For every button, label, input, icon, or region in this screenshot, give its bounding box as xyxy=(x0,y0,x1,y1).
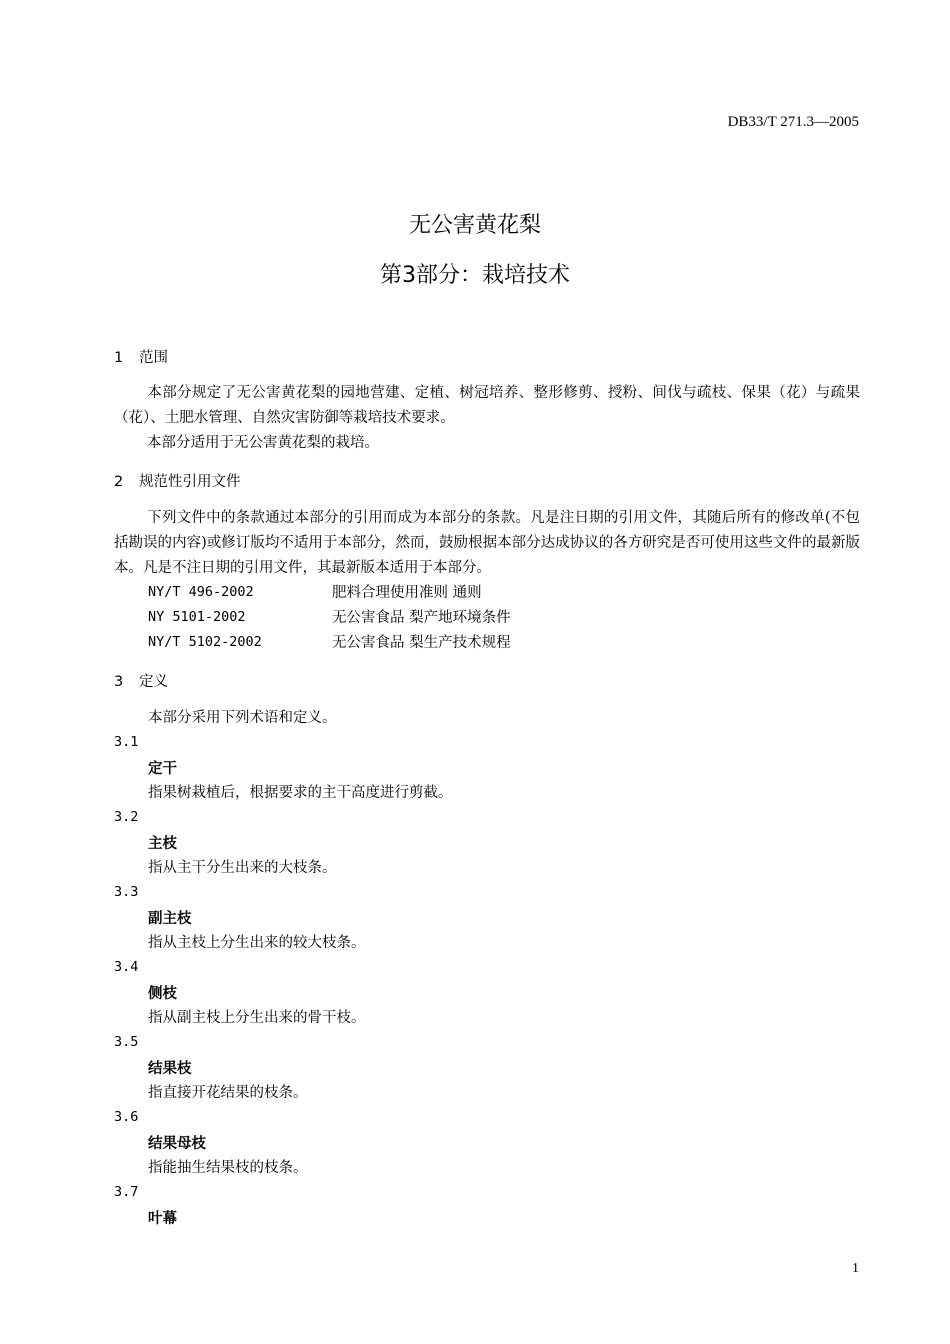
section-heading-3 xyxy=(114,670,168,691)
reference-code: NY/T 496-2002 xyxy=(148,584,254,600)
section-title: 规范性引用文件 xyxy=(139,474,241,490)
paragraph xyxy=(114,381,860,431)
section-heading-2 xyxy=(114,470,241,491)
paragraph-text: 本部分适用于无公害黄花梨的栽培。 xyxy=(147,435,379,451)
document-subtitle: 第3部分：栽培技术 xyxy=(380,263,570,288)
paragraph-text: 本部分规定了无公害黄花梨的园地营建、定植、树冠培养、整形修剪、授粉、间伐与疏枝、保果（花）与疏果（花）、土肥水管理、自然灾害防御等栽培技术要求。 xyxy=(114,385,860,426)
section-title: 范围 xyxy=(139,350,168,366)
term-number: 3.1 xyxy=(114,734,139,750)
reference-code: NY 5101-2002 xyxy=(148,609,246,625)
term-name: 定干 xyxy=(148,761,177,777)
term-definition: 指能抽生结果枝的枝条。 xyxy=(148,1160,308,1176)
term-name: 叶幕 xyxy=(148,1211,177,1227)
term-name: 结果母枝 xyxy=(148,1136,206,1152)
term-number: 3.7 xyxy=(114,1184,139,1200)
reference-title: 无公害食品 梨产地环境条件 xyxy=(332,610,511,626)
reference-title: 无公害食品 梨生产技术规程 xyxy=(332,635,511,651)
term-number: 3.6 xyxy=(114,1109,139,1125)
definitions-intro: 本部分采用下列术语和定义。 xyxy=(148,710,337,726)
section-title: 定义 xyxy=(139,674,168,690)
paragraph xyxy=(114,431,860,456)
section-number: 2 xyxy=(114,474,124,490)
term-definition: 指从副主枝上分生出来的骨干枝。 xyxy=(148,1010,366,1026)
reference-title: 肥料合理使用准则 通则 xyxy=(332,585,482,601)
standard-code: DB33/T 271.3—2005 xyxy=(727,114,859,130)
term-number: 3.2 xyxy=(114,809,139,825)
reference-code: NY/T 5102-2002 xyxy=(148,634,262,650)
section-number: 3 xyxy=(114,674,124,690)
term-name: 侧枝 xyxy=(148,986,177,1002)
term-number: 3.5 xyxy=(114,1034,139,1050)
term-name: 主枝 xyxy=(148,836,177,852)
term-number: 3.3 xyxy=(114,884,139,900)
paragraph-text: 下列文件中的条款通过本部分的引用而成为本部分的条款。凡是注日期的引用文件，其随后所有的修改单(不包括勘误的内容)或修订版均不适用于本部分，然而，鼓励根据本部分达成协议的各方研究是否可使用这些文件的最新版本。凡是不注日期的引用文件，其最新版本适用于本部分。 xyxy=(114,510,860,576)
term-name: 副主枝 xyxy=(148,911,192,927)
term-number: 3.4 xyxy=(114,959,139,975)
page-number: 1 xyxy=(852,1261,859,1276)
section-heading-1 xyxy=(114,346,168,367)
paragraph xyxy=(114,506,860,581)
section-number: 1 xyxy=(114,350,124,366)
term-definition: 指从主干分生出来的大枝条。 xyxy=(148,860,337,876)
term-definition: 指果树栽植后，根据要求的主干高度进行剪截。 xyxy=(148,785,453,801)
term-definition: 指从主枝上分生出来的较大枝条。 xyxy=(148,935,366,951)
term-name: 结果枝 xyxy=(148,1061,192,1077)
document-title: 无公害黄花梨 xyxy=(408,213,541,238)
term-definition: 指直接开花结果的枝条。 xyxy=(148,1085,308,1101)
